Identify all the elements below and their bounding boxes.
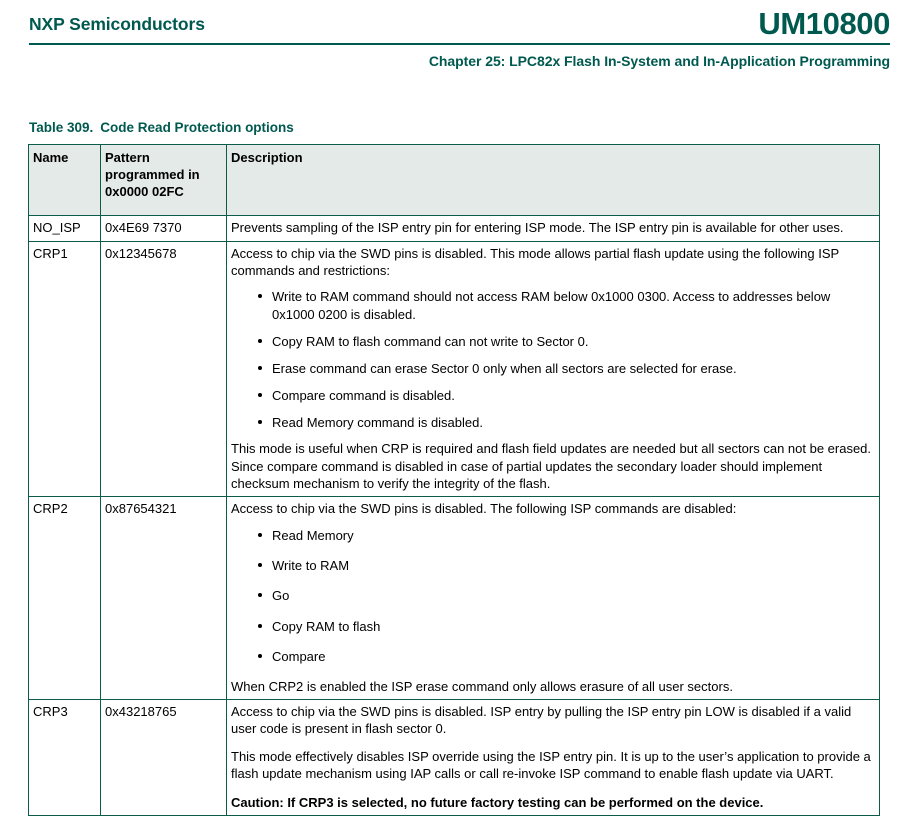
cell-name: CRP3 <box>29 699 101 815</box>
description-bullet-list <box>231 288 875 431</box>
list-item: Copy RAM to flash command can not write to Sector 0. <box>258 333 875 350</box>
header-rule <box>29 43 890 45</box>
document-id: UM10800 <box>758 6 890 41</box>
column-header-description: Description <box>227 145 880 216</box>
cell-pattern: 0x87654321 <box>101 496 227 699</box>
list-item: Write to RAM command should not access RAM below 0x1000 0300. Access to addresses below 0x1000 0200 is disabled. <box>258 288 875 322</box>
brand-name: NXP Semiconductors <box>29 14 205 34</box>
column-header-pattern-line-3: 0x0000 02FC <box>105 184 184 200</box>
cell-description <box>227 699 880 815</box>
cell-description <box>227 216 880 242</box>
cell-name: CRP2 <box>29 496 101 699</box>
table-caption <box>29 120 294 135</box>
description-paragraph: When CRP2 is enabled the ISP erase command only allows erasure of all user sectors. <box>231 678 733 694</box>
caution-note: Caution: If CRP3 is selected, no future factory testing can be performed on the device. <box>231 794 764 810</box>
column-header-pattern <box>101 145 227 216</box>
cell-pattern: 0x43218765 <box>101 699 227 815</box>
table-caption-number: Table 309. <box>29 120 94 135</box>
list-item: Read Memory <box>258 527 875 544</box>
description-paragraph: Access to chip via the SWD pins is disabled. This mode allows partial flash update using the following ISP commands and restrictions: <box>231 246 839 279</box>
column-header-pattern-line-1: Pattern <box>105 150 150 165</box>
list-item: Erase command can erase Sector 0 only when all sectors are selected for erase. <box>258 360 875 377</box>
description-paragraph: This mode effectively disables ISP override using the ISP entry pin. It is up to the user’s application to provide a flash update mechanism using IAP calls or call re-invoke ISP command to enable flash update via UART. <box>231 749 871 782</box>
cell-description <box>227 242 880 497</box>
list-item: Copy RAM to flash <box>258 618 875 635</box>
chapter-title: Chapter 25: LPC82x Flash In-System and In-Application Programming <box>428 53 890 69</box>
list-item: Compare <box>258 648 875 665</box>
cell-name: CRP1 <box>29 242 101 497</box>
list-item: Go <box>258 587 875 604</box>
code-read-protection-table <box>28 144 880 816</box>
table-caption-title: Code Read Protection options <box>100 120 294 135</box>
description-bullet-list <box>231 527 875 665</box>
table-row <box>29 699 880 815</box>
description-paragraph: Prevents sampling of the ISP entry pin for entering ISP mode. The ISP entry pin is available for other uses. <box>231 220 844 235</box>
column-header-name: Name <box>29 145 101 216</box>
table-header-row <box>29 145 880 216</box>
column-header-pattern-line-2: programmed in <box>105 167 200 183</box>
description-paragraph: This mode is useful when CRP is required and flash field updates are needed but all sectors can not be erased. Since compare command is disabled in case of partial updates the secondary loader should implement checksum mechanism to verify the integrity of the flash. <box>231 441 872 491</box>
description-paragraph: Access to chip via the SWD pins is disabled. ISP entry by pulling the ISP entry pin LOW is disabled if a valid user code is present in flash sector 0. <box>231 703 852 737</box>
document-header <box>29 6 890 41</box>
cell-pattern: 0x4E69 7370 <box>101 216 227 242</box>
cell-name: NO_ISP <box>29 216 101 242</box>
description-paragraph: Access to chip via the SWD pins is disabled. The following ISP commands are disabled: <box>231 500 737 516</box>
table-row <box>29 216 880 242</box>
cell-description <box>227 496 880 699</box>
table-row <box>29 242 880 497</box>
cell-pattern: 0x12345678 <box>101 242 227 497</box>
table-row <box>29 496 880 699</box>
list-item: Write to RAM <box>258 557 875 574</box>
list-item: Compare command is disabled. <box>258 387 875 404</box>
list-item: Read Memory command is disabled. <box>258 414 875 431</box>
